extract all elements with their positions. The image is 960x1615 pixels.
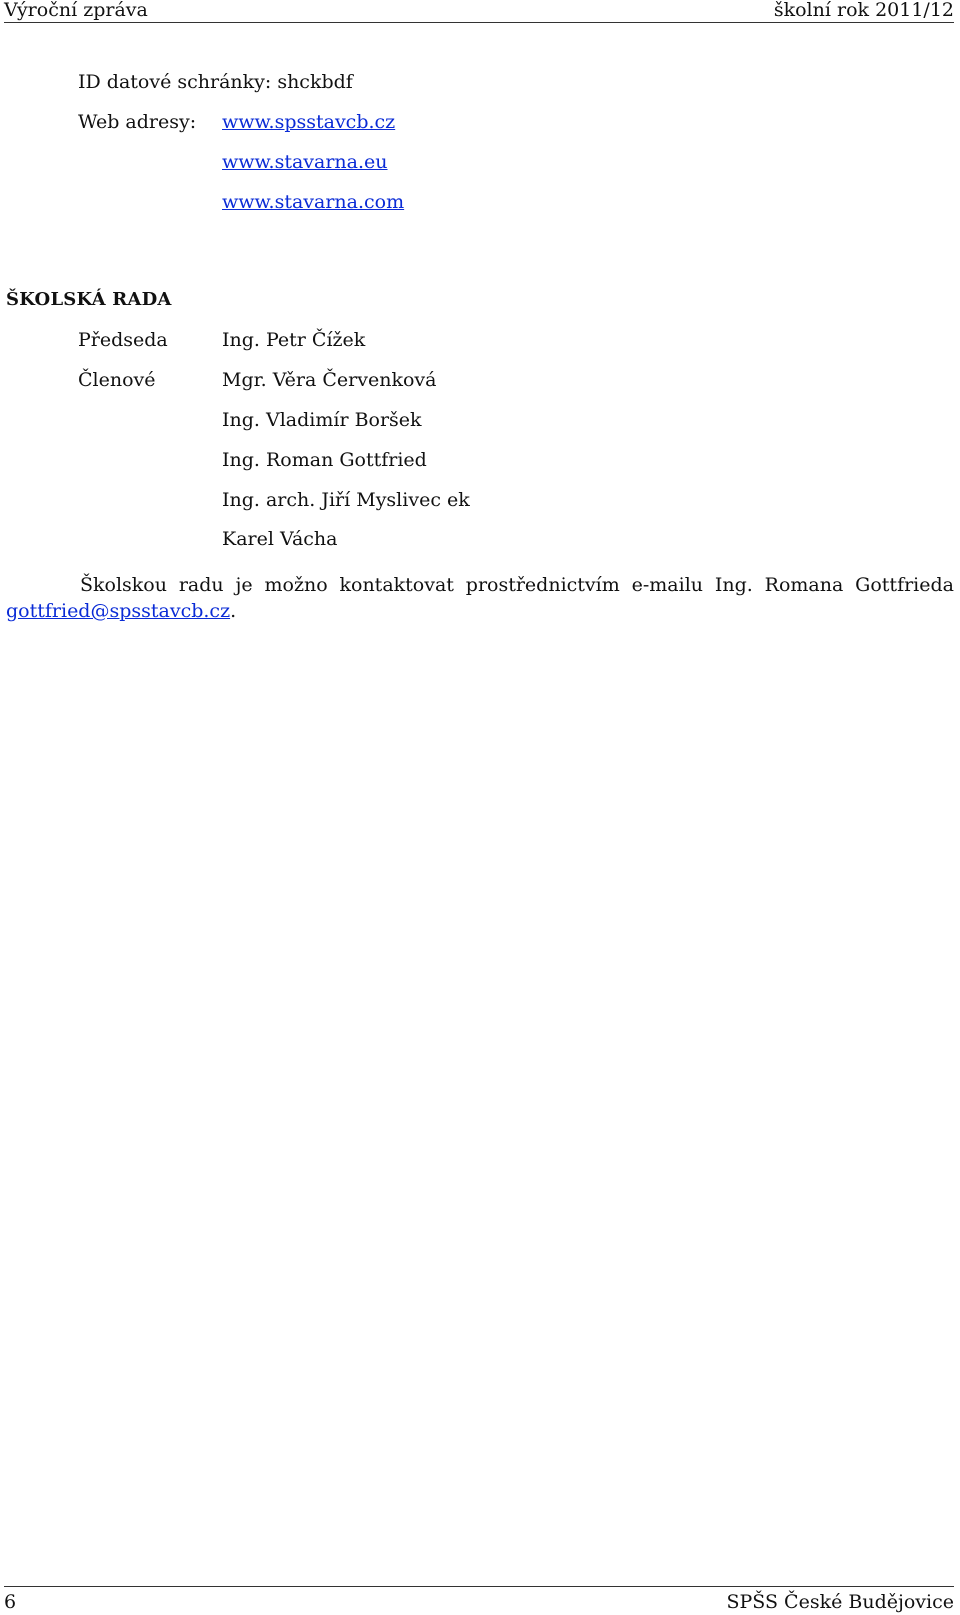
web-label: Web adresy: <box>78 111 197 133</box>
web-link-stavarna-com[interactable]: www.stavarna.com <box>222 191 405 213</box>
web-link-spsstavcb[interactable]: www.spsstavcb.cz <box>222 111 396 133</box>
web-link-stavarna-eu[interactable]: www.stavarna.eu <box>222 151 388 173</box>
member-name: Ing. Vladimír Boršek <box>222 409 422 431</box>
school-year: školní rok 2011/12 <box>773 0 954 21</box>
member-name: Ing. Roman Gottfried <box>222 449 427 471</box>
school-board-heading: ŠKOLSKÁ RADA <box>6 289 172 310</box>
school-name: SPŠS České Budějovice <box>726 1591 954 1613</box>
member-name: Ing. arch. Jiří Myslivec ek <box>222 489 470 511</box>
member-name: Mgr. Věra Červenková <box>222 369 437 391</box>
board-contact-paragraph <box>6 572 954 624</box>
chair-label: Předseda <box>78 329 168 351</box>
board-contact-email[interactable]: gottfried@spsstavcb.cz <box>6 600 231 622</box>
page-footer <box>4 1586 954 1613</box>
members-label: Členové <box>78 369 156 391</box>
board-contact-end: . <box>230 600 237 622</box>
databox-id: ID datové schránky: shckbdf <box>78 71 353 93</box>
page-header <box>4 0 954 23</box>
page-number: 6 <box>4 1591 17 1613</box>
report-title: Výroční zpráva <box>4 0 148 21</box>
member-name: Karel Vácha <box>222 528 338 550</box>
chair-name: Ing. Petr Čížek <box>222 329 366 351</box>
board-contact-text: Školskou radu je možno kontaktovat prostřednictvím e-mailu Ing. Romana Gottfrieda <box>80 574 954 596</box>
